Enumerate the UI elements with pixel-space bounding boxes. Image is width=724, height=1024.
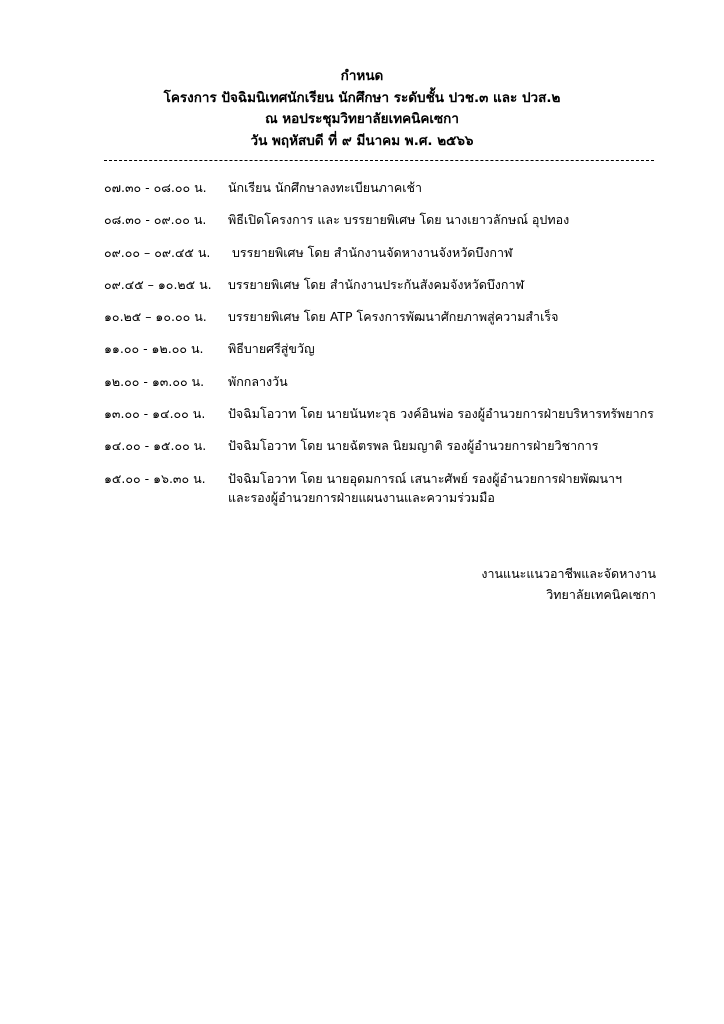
header-project-name: โครงการ ปัจฉิมนิเทศนักเรียน นักศึกษา ระดับชั้น ปวช.๓ และ ปวส.๒ [163, 89, 561, 106]
schedule-description [228, 307, 684, 326]
schedule-time: ๐๘.๓๐ - ๐๙.๐๐ น. [104, 212, 207, 228]
schedule-description-line: บรรยายพิเศษ โดย สำนักงานจัดหางานจังหวัดบึงกาฬ [228, 244, 513, 260]
schedule-time: ๑๐.๒๕ – ๑๐.๐๐ น. [104, 309, 207, 325]
schedule-description-line: ปัจฉิมโอวาท โดย นายนันทะวุธ วงค์อินพ่อ รองผู้อำนวยการฝ่ายบริหารทรัพยากร [228, 406, 654, 422]
schedule-description-line: และรองผู้อำนวยการฝ่ายแผนงานและความร่วมมือ [228, 489, 495, 505]
schedule-time: ๐๙.๐๐ – ๐๙.๔๕ น. [104, 244, 211, 260]
header-date: วัน พฤหัสบดี ที่ ๙ มีนาคม พ.ศ. ๒๕๖๖ [250, 132, 474, 149]
schedule-row [104, 469, 684, 507]
schedule-description [228, 436, 684, 455]
schedule-description-line: พิธีเปิดโครงการ และ บรรยายพิเศษ โดย นางเยาวลักษณ์ อุปทอง [228, 212, 570, 228]
signature-college: วิทยาลัยเทคนิคเซกา [546, 587, 656, 602]
header-title: กำหนด [340, 68, 384, 84]
schedule-description-line: นักเรียน นักศึกษาลงทะเบียนภาคเช้า [228, 180, 423, 195]
schedule-time: ๐๙.๔๕ – ๑๐.๒๕ น. [104, 276, 212, 292]
schedule-row [104, 243, 684, 262]
schedule-time: ๑๔.๐๐ - ๑๕.๐๐ น. [104, 438, 207, 454]
schedule-time: ๑๕.๐๐ - ๑๖.๓๐ น. [104, 470, 206, 486]
schedule-row [104, 210, 684, 229]
schedule-row [104, 307, 684, 326]
schedule-description-line: ปัจฉิมโอวาท โดย นายอุดมการณ์ เสนาะศัพย์ รองผู้อำนวยการฝ่ายพัฒนาฯ [228, 470, 623, 486]
schedule-description [228, 404, 684, 423]
schedule-row [104, 436, 684, 455]
schedule-description [228, 372, 684, 391]
signature-department: งานแนะแนวอาชีพและจัดหางาน [481, 566, 656, 581]
schedule-description-line: พิธีบายศรีสู่ขวัญ [228, 341, 315, 357]
schedule-description-line: บรรยายพิเศษ โดย สำนักงานประกันสังคมจังหวัดบึงกาฬ [228, 276, 525, 292]
schedule-description-line: พักกลางวัน [228, 373, 288, 389]
schedule-time: ๑๒.๐๐ - ๑๓.๐๐ น. [104, 373, 205, 389]
schedule-description-line: บรรยายพิเศษ โดย ATP โครงการพัฒนาศักยภาพสู่ความสำเร็จ [228, 309, 559, 325]
schedule-description [228, 210, 684, 229]
document-header [0, 66, 724, 152]
schedule-description [228, 178, 684, 197]
schedule-row [104, 404, 684, 423]
header-venue: ณ หอประชุมวิทยาลัยเทคนิคเซกา [265, 111, 459, 127]
schedule-description [228, 243, 684, 262]
schedule-time: ๑๓.๐๐ - ๑๔.๐๐ น. [104, 406, 206, 422]
schedule-description [228, 275, 684, 294]
schedule-time: ๐๗.๓๐ - ๐๘.๐๐ น. [104, 180, 207, 195]
schedule-list [104, 178, 684, 520]
schedule-row [104, 178, 684, 197]
schedule-row [104, 275, 684, 294]
dashed-divider [104, 160, 654, 161]
schedule-description-line: ปัจฉิมโอวาท โดย นายฉัตรพล นิยมญาติ รองผู้อำนวยการฝ่ายวิชาการ [228, 438, 599, 454]
schedule-description [228, 339, 684, 358]
schedule-time: ๑๑.๐๐ - ๑๒.๐๐ น. [104, 341, 204, 357]
schedule-row [104, 372, 684, 391]
schedule-description [228, 469, 684, 507]
signature-block [481, 563, 656, 605]
schedule-row [104, 339, 684, 358]
